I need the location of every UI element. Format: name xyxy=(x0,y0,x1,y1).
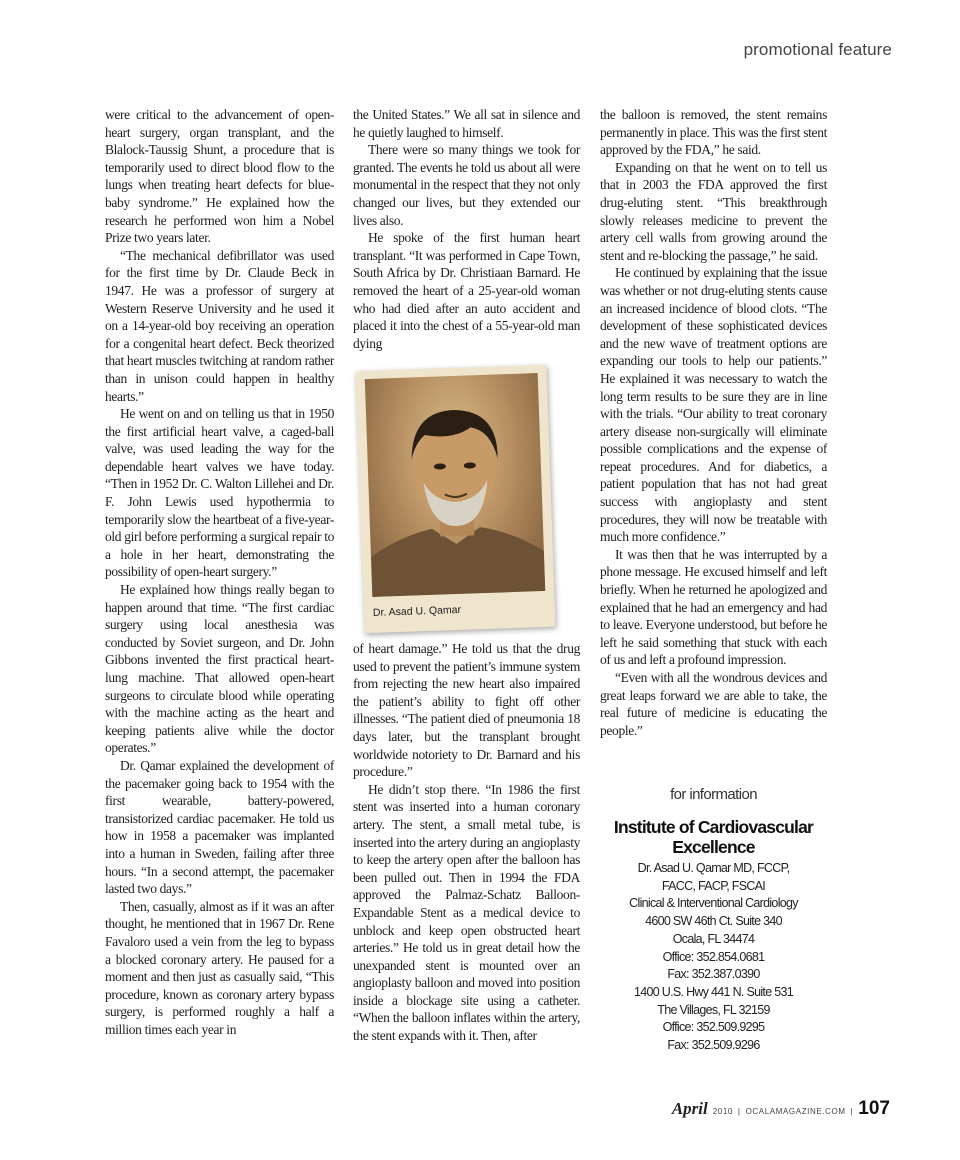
paragraph: He continued by explaining that the issue was whether or not drug-eluting stents cause an increased incidence of blood clots. “The development of these sophisticated devices and the new wave of treatment options are expanding our tools to help our patients.” He explained it was necessary to watch the long term results to be sure they are in line with the trials. “Our ability to treat coronary artery disease non-surgically will eliminate possible complications and the expense of repeat procedures. And for diabetics, a patient population that has not had great success with angioplasty and stent procedures, they will now be treatable with much more confidence.” xyxy=(600,265,827,545)
contact-line: 1400 U.S. Hwy 441 N. Suite 531 xyxy=(634,984,793,999)
page-number: 107 xyxy=(858,1098,890,1119)
portrait-photo xyxy=(355,365,555,634)
footer-site: OCALAMAGAZINE.COM xyxy=(745,1107,846,1116)
contact-line: 4600 SW 46th Ct. Suite 340 xyxy=(645,914,782,929)
article-column-1 xyxy=(105,106,334,1038)
paragraph: Then, casually, almost as if it was an after thought, he mentioned that in 1967 Dr. Rene Favaloro used a vein from the leg to bypass a blocked coronary artery. He paused for a moment and then just as casually said, “This procedure, known as coronary artery bypass surgery, is performed roughly a half a million times each year in xyxy=(105,898,334,1037)
paragraph: of heart damage.” He told us that the drug used to prevent the patient’s immune system from rejecting the new heart also impaired the patient’s ability to fight off other illnesses. “The patient died of pneumonia 18 days later, but the transplant brought worldwide notoriety to Dr. Barnard and his procedure.” xyxy=(353,641,580,780)
paragraph: There were so many things we took for granted. The events he told us about all were monumental in the respect that they not only changed our lives, but they extended our lives also. xyxy=(353,142,580,228)
paragraph: Expanding on that he went on to tell us that in 2003 the FDA approved the first drug-eluting stent. “This breakthrough slowly releases medicine to prevent the artery cell walls from growing around the stent and re-blocking the passage,” he said. xyxy=(600,159,827,263)
photo-caption: Dr. Asad U. Qamar xyxy=(372,603,462,619)
contact-line: Fax: 352.387.0390 xyxy=(667,967,760,982)
contact-line: Ocala, FL 34474 xyxy=(672,931,755,946)
footer-divider: | xyxy=(737,1107,741,1116)
page-footer xyxy=(672,1098,890,1120)
footer-year: 2010 xyxy=(712,1107,733,1116)
contact-info-box xyxy=(600,786,827,1055)
footer-month: April xyxy=(671,1099,708,1118)
paragraph: were critical to the advancement of open-heart surgery, organ transplant, and the Blalock-Taussig Shunt, a procedure that is temporarily used to direct blood flow to the lungs when treating heart defects for blue-baby syndrome.” He explained how the research he performed won him a Nobel Prize two years later. xyxy=(105,107,334,246)
paragraph: “The mechanical defibrillator was used for the first time by Dr. Claude Beck in 1947. He was a professor of surgery at Western Reserve University and he used it on a 14-year-old boy receiving an operation for a congenital heart defect. Beck theorized that heart muscles twitching at random rather than in unison could happen in healthy hearts.” xyxy=(105,247,334,404)
paragraph: Dr. Qamar explained the development of the pacemaker going back to 1954 with the first wearable, battery-powered, transistorized cardiac pacemaker. He told us how in 1958 a pacemaker was implanted into a human in Sweden, failing after three hours. “In a second attempt, the pacemaker lasted two days.” xyxy=(105,757,334,897)
paragraph: the United States.” We all sat in silence and he quietly laughed to himself. xyxy=(353,107,580,140)
paragraph: He didn’t stop there. “In 1986 the first stent was inserted into a human coronary artery. The stent, a small metal tube, is inserted into the artery during an angioplasty to keep the artery open after the balloon has been pulled out. Then in 1994 the FDA approved the Palmaz-Schatz Balloon-Expandable Stent as a medical device to unblock and keep open obstructed heart arteries.” He told us in great detail how the unexpanded stent is mounted over an angioplasty balloon and moved into position inside a blockage site using a catheter. “When the balloon inflates within the artery, the stent expands with it. Then, after xyxy=(353,781,580,1044)
contact-line: FACC, FACP, FSCAI xyxy=(661,878,766,893)
footer-divider: | xyxy=(850,1107,854,1116)
contact-line: Fax: 352.509.9296 xyxy=(667,1038,760,1053)
paragraph: He went on and on telling us that in 1950 the first artificial heart valve, a caged-ball valve, was used leading the way for the dependable heart valves we have today. “Then in 1952 Dr. C. Walton Lillehei and Dr. F. John Lewis used hypothermia to temporarily slow the heartbeat of a five-year-old girl before performing a surgical repair to a hole in her heart, demonstrating the possibility of open-heart surgery.” xyxy=(105,406,334,580)
paragraph: He spoke of the first human heart transplant. “It was performed in Cape Town, South Africa by Dr. Christiaan Barnard. He removed the heart of a 25-year-old woman who had died after an auto accident and placed it into the chest of a 55-year-old man dying xyxy=(353,230,580,351)
article-column-2-top xyxy=(353,106,580,352)
portrait-illustration xyxy=(365,373,546,597)
article-column-3 xyxy=(600,106,827,739)
paragraph: the balloon is removed, the stent remains permanently in place. This was the first stent approved by the FDA,” he said. xyxy=(600,107,827,158)
info-heading: for information xyxy=(670,786,757,803)
contact-line: Office: 352.854.0681 xyxy=(662,949,765,964)
paragraph: “Even with all the wondrous devices and great leaps forward we are able to take, the real future of medicine is educating the people.” xyxy=(600,670,827,738)
contact-line: Office: 352.509.9295 xyxy=(662,1020,765,1035)
portrait-image xyxy=(365,373,546,597)
organization-name: Institute of Cardiovascular Excellence xyxy=(613,817,814,857)
promotional-feature-label: promotional feature xyxy=(743,40,892,59)
contact-line: Clinical & Interventional Cardiology xyxy=(629,896,798,911)
paragraph: He explained how things really began to happen around that time. “The first cardiac surgery using local anesthesia was conducted by Soviet surgeon, and Dr. John Gibbons invented the first practical heart-lung machine. That allowed open-heart surgeons to circulate blood while operating with the machine acting as the heart and keeping patients alive while the doctor operates.” xyxy=(105,582,334,756)
article-column-2-bottom xyxy=(353,640,580,1045)
contact-line: Dr. Asad U. Qamar MD, FCCP, xyxy=(637,861,790,875)
paragraph: It was then that he was interrupted by a phone message. He excused himself and left briefly. When he returned he apologized and explained that he had an emergency and had to leave. Everyone understood, but before he left he said something that stuck with each of us and left a profound impression. xyxy=(600,546,827,668)
contact-line: The Villages, FL 32159 xyxy=(657,1002,770,1017)
